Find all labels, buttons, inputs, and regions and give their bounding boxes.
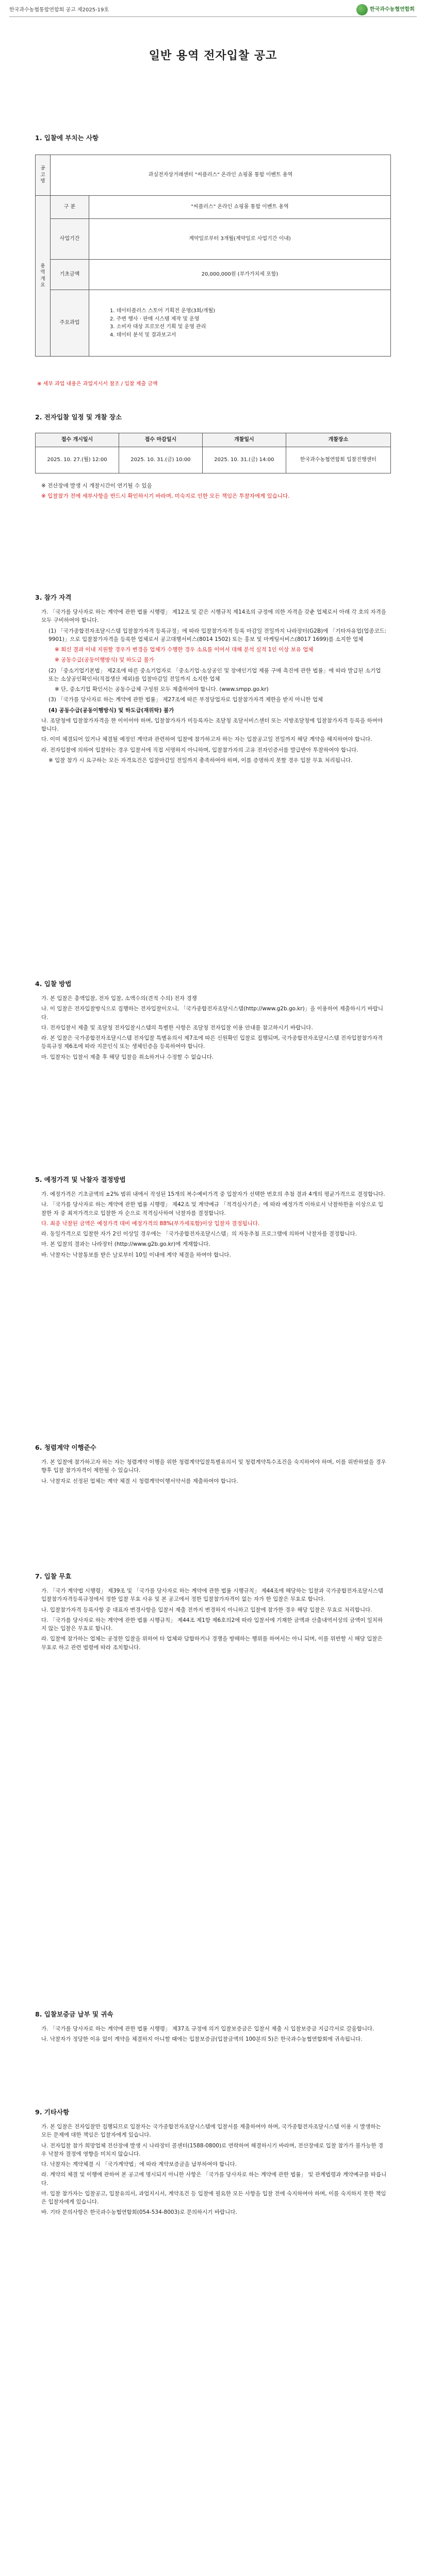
para: 가. 「국가 계약법 시행령」 제39조 및 「국가를 당사자로 하는 계약에 관한 법률 시행규칙」 제44조에 해당하는 입찰과 국가종합전자조달시스템 입찰참가자격등록규정에서 정한 입찰 무효 사유 및 본 공고에서 정한 입찰참가자격이 없는 자가 한 입찰은 무효로 합니다.	[41, 1588, 384, 1603]
para: ※ 입찰 참가 시 요구하는 모든 자격요건은 입찰마감일 전일까지 충족하여야 하며, 이를 증명하지 못할 경우 입찰 무효 처리됩니다.	[48, 757, 353, 764]
col-header: 개찰일시	[202, 433, 286, 447]
para: ※ 단, 중소기업 확인서는 공동수급체 구성원 모두 제출하여야 합니다. (www.smpp.go.kr)	[55, 686, 269, 693]
para: 라. 본 입찰은 국가종합전자조달시스템 전자입찰 특별유의서 제7조에 따른 신원확인 입찰로 집행되며, 국가종합전자조달시스템 전자입찰참가자격등록규정 제6조에 따라 지문인식 또는 생체인증을 등록하여야 합니다.	[41, 1035, 383, 1050]
section-4-heading: 4. 입찰 방법	[35, 980, 72, 988]
section-6-heading: 6. 청렴계약 이행준수	[35, 1444, 96, 1451]
section-9-heading: 9. 기타사항	[35, 2108, 70, 2116]
category-value: "씨플러스" 온라인 쇼핑몰 통합 이벤트 용역	[89, 196, 391, 219]
label-main-tasks: 주요과업	[51, 290, 89, 357]
para: 나. 낙찰자로 선정된 업체는 계약 체결 시 청렴계약이행서약서를 제출하여야 합니다.	[41, 1478, 238, 1484]
para: 가. 본 입찰은 총액입찰, 전자 입찰, 소액수의(견적 수의) 전자 경쟁	[41, 995, 197, 1002]
para: (2) 「중소기업기본법」 제2조에 따른 중소기업자로 「중소기업·소상공인 및 장애인기업 제품 구매 촉진에 관한 법률」에 따라 발급된 소기업 또는 소상공인확인서(직접생산 제외)를 입찰마감일 전일까지 소지한 업체	[48, 667, 381, 682]
note-line: ※ 입찰참가 전에 세부사항을 반드시 확인하시기 바라며, 미숙지로 인한 모든 책임은 투찰자에게 있습니다.	[41, 493, 290, 500]
section-7-heading: 7. 입찰 무효	[35, 1572, 72, 1580]
para: 나. 이 입찰은 전자입찰방식으로 집행하는 전자입찰이오니, 「국가종합전자조달시스템(http://www.g2b.go.kr)」을 이용하여 제출하시기 바랍니다.	[41, 1006, 384, 1021]
section-7-body	[41, 1587, 387, 1654]
section-5-heading: 5. 예정가격 및 낙찰자 결정방법	[35, 1176, 126, 1183]
main-tasks-cell	[89, 290, 391, 357]
label-budget: 기초금액	[51, 260, 89, 290]
section-3-heading: 3. 참가 자격	[35, 594, 72, 601]
section-1-note: ※ 세부 과업 내용은 과업지시서 참조 / 입찰 제출 금액	[37, 381, 158, 387]
section-8-body	[41, 2025, 387, 2046]
para: 라. 입찰에 참가하는 업체는 공정한 입찰을 위하여 타 업체와 담합하거나 경쟁을 방해하는 행위를 하여서는 아니 되며, 이를 위반할 시 해당 입찰은 무효로 하고 관련 법령에 따라 조치합니다.	[41, 1636, 383, 1651]
para: 다. 이미 체결되어 있거나 체결될 예정인 계약과 관련하여 입찰에 참가하고자 하는 자는 입찰공고일 전일까지 해당 계약을 해지하여야 합니다.	[41, 736, 372, 743]
para: 가. 본 입찰에 참가하고자 하는 자는 청렴계약 이행을 위한 청렴계약입찰특별유의서 및 청렴계약특수조건을 숙지하여야 하며, 이를 위반하였을 경우 향후 입찰 참가자격이 제한될 수 있습니다.	[41, 1459, 386, 1474]
section-9-body	[41, 2123, 387, 2219]
col-header: 접수 마감일시	[119, 433, 202, 447]
section-2-notes	[41, 482, 387, 503]
para: 다. 전자입찰서 제출 및 조달청 전자입찰시스템의 특별한 사항은 조달청 전자입찰 이용 안내를 참고하시기 바랍니다.	[41, 1024, 313, 1031]
para: (4) 공동수급(공동이행방식) 및 하도급(재위탁) 불가	[48, 707, 174, 714]
para: 가. 예정가격은 기초금액의 ±2% 범위 내에서 작성된 15개의 복수예비가격 중 입찰자가 선택한 번호의 추첨 결과 4개의 평균가격으로 결정합니다.	[41, 1191, 385, 1197]
cell-open: 2025. 10. 27.(월) 12:00	[36, 447, 119, 473]
section-8-heading: 8. 입찰보증금 납부 및 귀속	[35, 2010, 113, 2018]
schedule-table	[35, 433, 391, 473]
note-line: ※ 전산장애 발생 시 개찰시간이 연기될 수 있음	[41, 483, 152, 489]
para: ※ 회신 결과 이내 지원할 경우가 변경을 업체가 수행한 경우 소요를 이어서 대해 분석 실적 1인 이상 보유 업체	[55, 647, 314, 653]
para: ※ 공동수급(공동이행방식) 및 하도급 불가	[55, 657, 154, 664]
header-divider	[9, 16, 417, 17]
para: 나. 「국가를 당사자로 하는 계약에 관한 법률 시행령」 제42조 및 계약예규 「적격심사기준」에 따라 예정가격 이하로서 낙찰하한율 이상으로 입찰한 자 중 최저가격으로 입찰한 자 순으로 적격심사하여 낙찰자를 결정합니다.	[41, 1201, 384, 1216]
para: 나. 낙찰자가 정당한 이유 없이 계약을 체결하지 아니할 때에는 입찰보증금(입찰금액의 100분의 5)은 한국과수농협연합회에 귀속됩니다.	[41, 2036, 363, 2043]
main-task-item: 1. 데이터플러스 스토어 기획전 운영(3회/개월)	[110, 308, 216, 314]
para: 마. 입찰자는 입찰서 제출 후 해당 입찰을 취소하거나 수정할 수 없습니다.	[41, 1054, 214, 1060]
para: 바. 기타 문의사항은 한국과수농협연합회(054-534-8003)로 문의하시기 바랍니다.	[41, 2209, 237, 2216]
cell-close: 2025. 10. 31.(금) 10:00	[119, 447, 202, 473]
section-3-body	[41, 608, 387, 767]
col-header: 접수 개시일시	[36, 433, 119, 447]
period-value: 계약일로부터 3개월(계약일로 사업기간 이내)	[89, 219, 391, 260]
para: 다. 낙찰자는 계약체결 시 「국가계약법」에 따라 계약보증금을 납부하여야 합니다.	[41, 2161, 237, 2168]
para: 가. 본 입찰은 전자입찰만 집행되므로 입찰자는 국가종합전자조달시스템에 입찰서를 제출하여야 하며, 국가종합전자조달시스템 이용 시 발생하는 모든 문제에 대한 책임은 입찰자에게 있습니다.	[41, 2124, 381, 2139]
para: 가. 「국가를 당사자로 하는 계약에 관한 법률 시행령」 제12조 및 같은 시행규칙 제14조의 규정에 의한 자격을 갖춘 업체로서 아래 각 호의 자격을 모두 구비하여야 합니다.	[41, 609, 386, 624]
section-5-body	[41, 1190, 387, 1261]
vertical-label-2: 용역개요	[36, 196, 51, 357]
para: 나. 입찰참가자격 등록사항 중 대표자 변경사항을 입찰서 제출 전까지 변경하지 아니하고 입찰에 참가한 경우 해당 입찰은 무효로 처리합니다.	[41, 1606, 372, 1613]
para: (1) 「국가종합전자조달시스템 입찰참가자격 등록규정」에 따라 입찰참가자격 등록 마감일 전일까지 나라장터(G2B)에 「기타자유업(업종코드: 9901)」으로 입찰참가자격을 등록한 업체로서 공고대행서비스(8014 1502) 또는 홍보 및 마케팅서비스(8017 1699)를 소지한 업체	[48, 628, 387, 642]
col-header: 개찰장소	[286, 433, 390, 447]
cell-place: 한국과수농협연합회 입찰진행센터	[286, 447, 390, 473]
org-logo	[356, 4, 415, 15]
para: 마. 입찰 참가자는 입찰공고, 입찰유의서, 과업지시서, 계약조건 등 입찰에 필요한 모든 사항을 입찰 전에 숙지하여야 하며, 이를 숙지하지 못한 책임은 입찰자에게 있습니다.	[41, 2190, 386, 2206]
cell-open-bid: 2025. 10. 31.(금) 14:00	[202, 447, 286, 473]
bid-items-table	[35, 155, 391, 357]
logo-text: 한국과수농협연합회	[370, 7, 415, 13]
para: (3) 「국가를 당사자로 하는 계약에 관한 법률」 제27조에 따른 부정당업자로 입찰참가자격 제한을 받지 아니한 업체	[48, 697, 323, 703]
para: 바. 낙찰자는 낙찰통보를 받은 날로부터 10일 이내에 계약 체결을 하여야 합니다.	[41, 1251, 231, 1258]
main-task-item: 2. 주변 행사 · 판매 시스템 제작 및 운영	[110, 316, 200, 322]
para: 마. 본 입찰의 결과는 나라장터 (http://www.g2b.go.kr)에 게재합니다.	[41, 1241, 210, 1248]
para: 나. 전자입찰 참가 희망업체 전산장애 발생 시 나라장터 콜센터(1588-0800)로 연락하여 해결하시기 바라며, 전산장애로 입찰 참가가 불가능한 경우 낙찰자 결정에 영향을 미치지 않습니다.	[41, 2142, 384, 2157]
section-6-body	[41, 1458, 387, 1487]
section-2-heading: 2. 전자입찰 일정 및 개찰 장소	[35, 413, 122, 421]
main-task-item: 4. 데이터 분석 및 결과보고서	[110, 332, 176, 338]
label-category: 구 분	[51, 196, 89, 219]
budget-value: 20,000,000원 (부가가치세 포함)	[89, 260, 391, 290]
announce-name: 과실전자상거래센터 "씨플러스" 온라인 쇼핑몰 통합 이벤트 용역	[51, 155, 391, 196]
logo-mark-icon	[356, 4, 368, 15]
para: 라. 동일가격으로 입찰한 자가 2인 이상일 경우에는 「국가종합전자조달시스템」의 자동추첨 프로그램에 의하여 낙찰자를 결정합니다.	[41, 1231, 357, 1238]
section-4-body	[41, 994, 387, 1063]
page-title: 일반 용역 전자입찰 공고	[149, 49, 277, 62]
para: 가. 「국가를 당사자로 하는 계약에 관한 법률 시행령」 제37조 규정에 의거 입찰보증금은 입찰서 제출 시 입찰보증금 지급각서로 갈음합니다.	[41, 2026, 374, 2032]
label-period: 사업기간	[51, 219, 89, 260]
para: 라. 전자입찰에 의하여 입찰하는 경우 입찰서에 직접 서명하지 아니하며, 입찰참가자의 고유 전자인증서를 발급받아 투찰하여야 합니다.	[41, 747, 358, 753]
para: 나. 조달청에 입찰참가자격을 한 이이어야 하며, 입찰참가자가 미등록자는 조달청 조달서비스센터 또는 지방조달청에 입찰참가자격 등록을 하여야 합니다.	[41, 717, 383, 733]
para: 다. 최종 낙찰된 금액은 예정가격 대비 예정가격의 88%(부가세포함)이상 입찰자 결정됩니다.	[41, 1220, 260, 1227]
main-task-item: 3. 소비자 대상 프로모션 기획 및 운영 관리	[110, 324, 206, 330]
vertical-label: 공고명	[36, 155, 51, 196]
doc-number: 한국과수농협통합연합회 공고 제2025-19호	[9, 7, 109, 13]
para: 다. 「국가를 당사자로 하는 계약에 관한 법률 시행규칙」 제44조 제1항 제6호의2에 따라 입찰서에 기재한 금액과 산출내역서상의 금액이 일치하지 않는 입찰은 무효로 합니다.	[41, 1617, 383, 1632]
section-1-heading: 1. 입찰에 부치는 사항	[35, 134, 99, 142]
para: 라. 계약의 체결 및 이행에 관하여 본 공고에 명시되지 아니한 사항은 「국가를 당사자로 하는 계약에 관한 법률」 및 관계법령과 계약예규를 따릅니다.	[41, 2172, 387, 2187]
